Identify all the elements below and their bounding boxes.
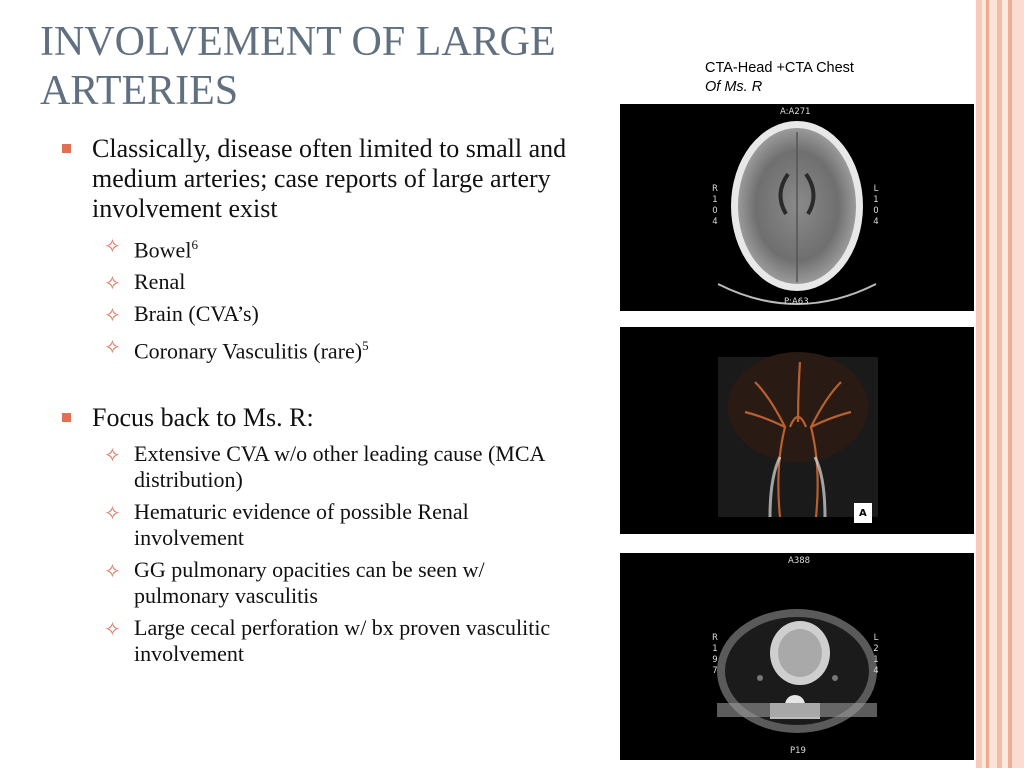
sub-bullet-text: Renal	[134, 269, 186, 295]
decorative-stripes	[976, 0, 1024, 768]
star-bullet-icon: ✧	[104, 271, 121, 296]
star-bullet-icon: ✧	[104, 558, 121, 583]
caption-line-1: CTA-Head +CTA Chest	[705, 60, 854, 76]
sub-bullet-text: Brain (CVA’s)	[134, 301, 259, 327]
bullet-text: Focus back to Ms. R:	[92, 402, 314, 432]
citation-superscript: 6	[191, 237, 198, 252]
star-bullet-icon: ✧	[104, 335, 121, 360]
chest-ct-image	[620, 553, 974, 760]
sub-bullet-item	[60, 269, 580, 295]
orientation-label-bottom: P:A63	[784, 297, 809, 307]
sub-bullet-item	[60, 441, 580, 493]
image-caption	[705, 59, 854, 97]
sub-bullet-item	[60, 301, 580, 327]
sub-bullet-item	[60, 615, 580, 667]
orientation-label-right: L 1 0 4	[873, 184, 879, 227]
bullet-item	[60, 134, 580, 224]
sub-bullet-text: Bowel	[134, 237, 192, 263]
orientation-marker: A	[859, 508, 867, 519]
orientation-label-left: R 1 9 7	[712, 633, 718, 676]
sub-bullet-list	[60, 232, 580, 365]
angiogram-illustration	[620, 327, 974, 534]
head-ct-scan-illustration	[620, 104, 974, 311]
star-bullet-icon: ✧	[104, 500, 121, 525]
sub-bullet-item	[60, 557, 580, 609]
square-bullet-icon	[62, 144, 71, 153]
star-bullet-icon: ✧	[104, 303, 121, 328]
orientation-label-top: A:A271	[780, 107, 811, 117]
sub-bullet-text: Hematuric evidence of possible Renal involvement	[134, 498, 469, 550]
orientation-label-top: A388	[788, 556, 811, 566]
sub-bullet-item	[60, 499, 580, 551]
chest-ct-scan-illustration	[620, 553, 974, 760]
head-ct-image	[620, 104, 974, 311]
sub-bullet-text: Large cecal perforation w/ bx proven vasculitic involvement	[134, 614, 551, 666]
bullet-text: Classically, disease often limited to small and medium arteries; case reports of large artery involvement exist	[92, 134, 567, 223]
cta-angiogram-image	[620, 327, 974, 534]
citation-superscript: 5	[362, 338, 369, 354]
orientation-label-bottom: P19	[790, 746, 806, 756]
sub-bullet-text: Extensive CVA w/o other leading cause (MCA distribution)	[134, 440, 545, 492]
slide-title: INVOLVEMENT OF LARGE ARTERIES	[40, 19, 556, 114]
sub-bullet-list	[60, 441, 580, 667]
square-bullet-icon	[62, 413, 71, 422]
sub-bullet-text: GG pulmonary opacities can be seen w/ pulmonary vasculitis	[134, 556, 485, 608]
bullet-item	[60, 403, 580, 433]
orientation-label-left: R 1 0 4	[712, 184, 718, 227]
star-bullet-icon: ✧	[104, 442, 121, 467]
sub-bullet-item	[60, 232, 580, 263]
sub-bullet-item	[60, 333, 580, 364]
sub-bullet-text: Coronary Vasculitis (rare)	[134, 338, 363, 364]
star-bullet-icon: ✧	[104, 616, 121, 641]
orientation-label-right: L 2 1 4	[873, 633, 879, 676]
star-bullet-icon: ✧	[104, 234, 121, 258]
caption-line-2: Of Ms. R	[705, 79, 763, 95]
bullet-list	[60, 134, 580, 673]
